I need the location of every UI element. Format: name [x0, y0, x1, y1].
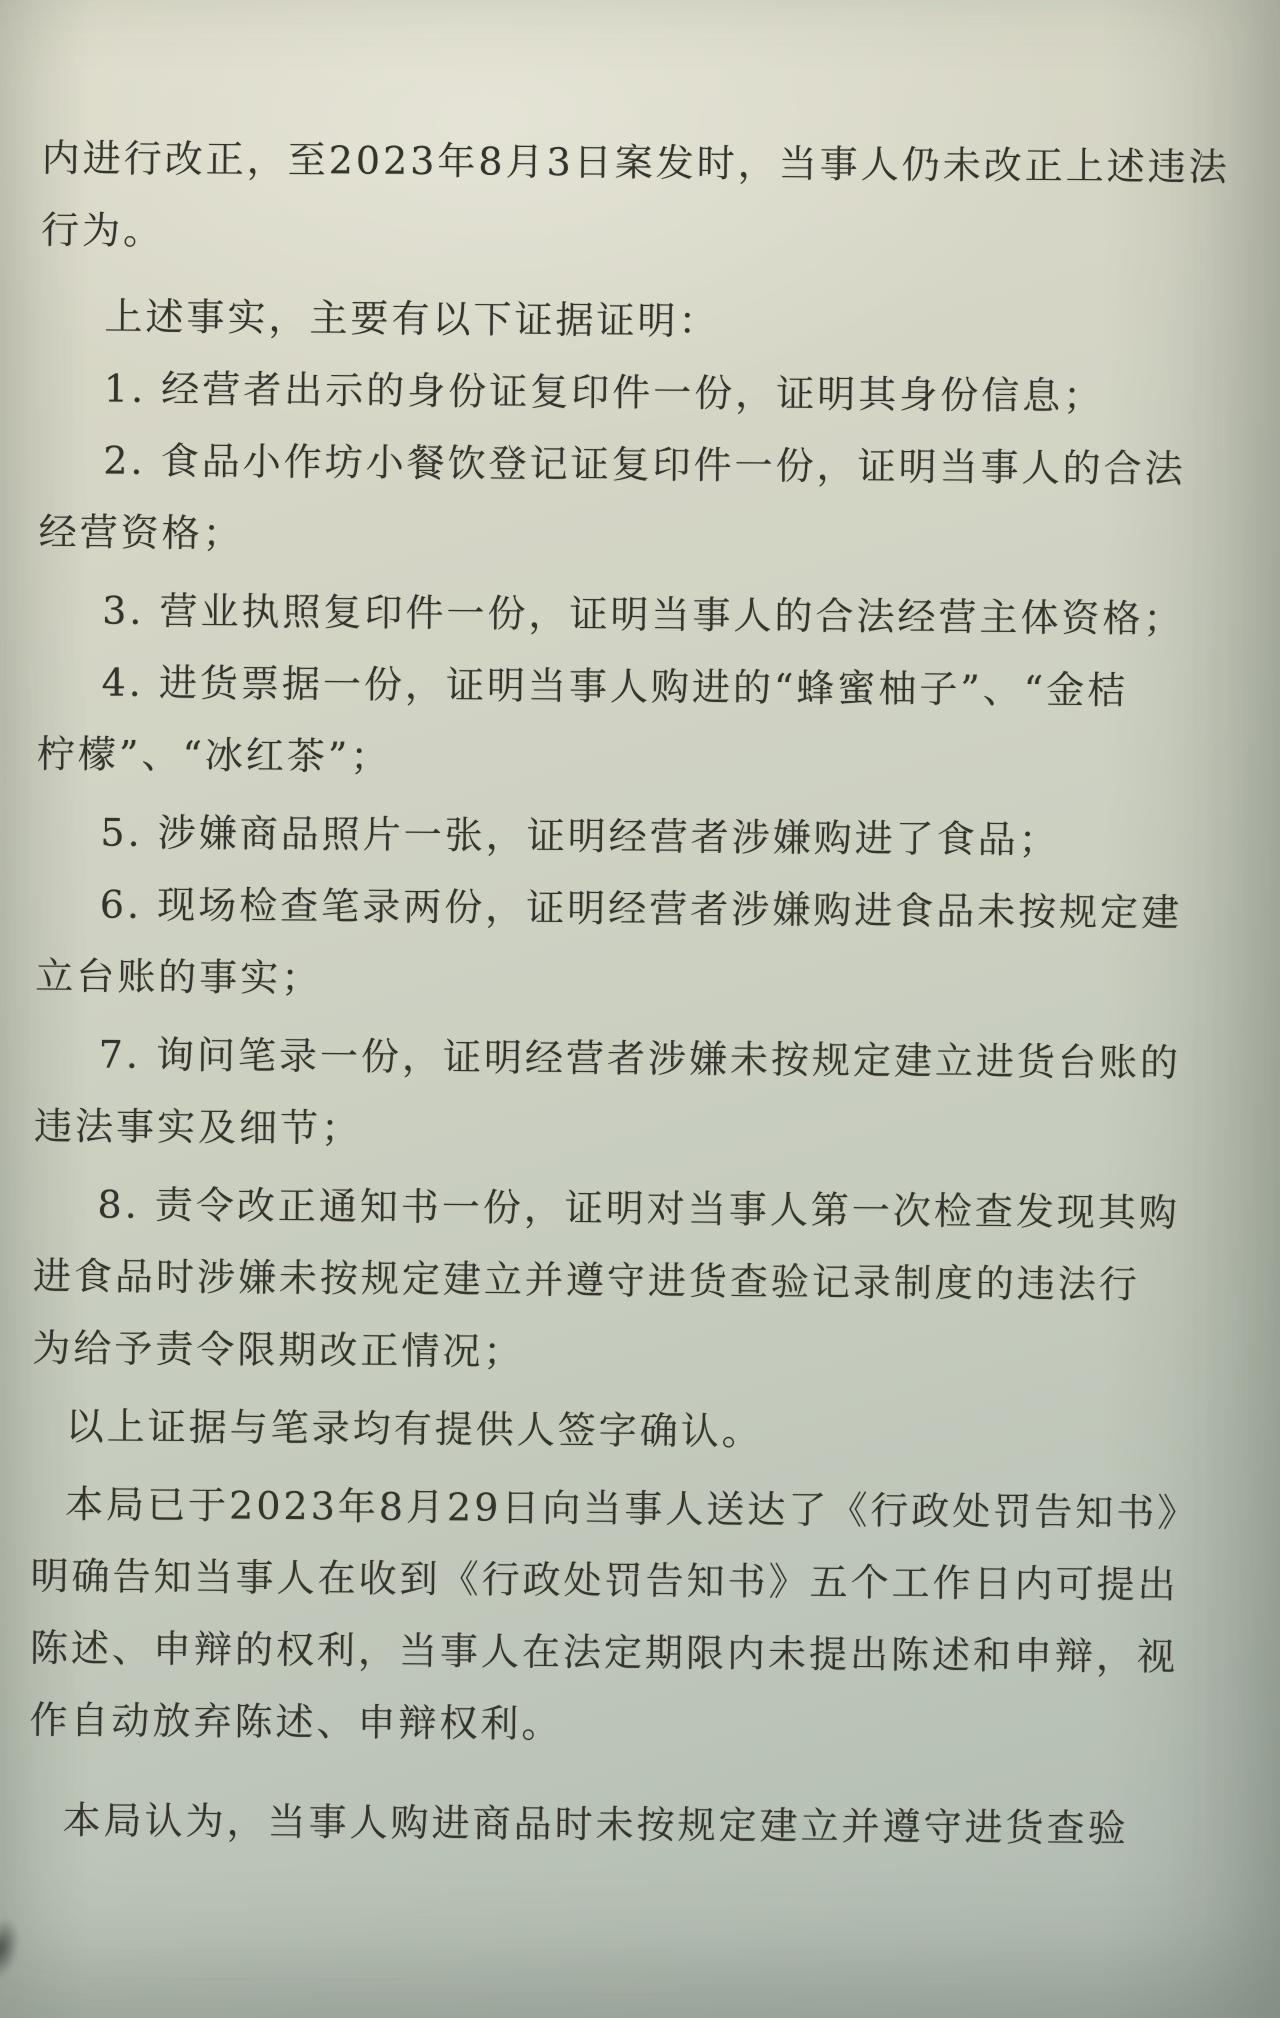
document-line: 本局认为，当事人购进商品时未按规定建立并遵守进货查验 — [62, 1798, 1129, 1851]
document-line: 陈述、申辩的权利，当事人在法定期限内未提出陈述和申辩，视 — [29, 1625, 1179, 1679]
document-line: 1. 经营者出示的身份证复印件一份，证明其身份信息； — [103, 366, 1105, 419]
document-line: 8. 责令改正通知书一份，证明对当事人第一次检查发现其购 — [97, 1182, 1180, 1235]
document-line: 以上证据与笔录均有提供人签字确认。 — [65, 1404, 763, 1454]
document-line: 上述事实，主要有以下证据证明： — [104, 294, 720, 344]
document-line: 违法事实及细节； — [33, 1103, 363, 1151]
document-line: 为给予责令限期改正情况； — [32, 1325, 525, 1374]
document-text-block — [28, 122, 1240, 1865]
document-line: 7. 询问笔录一份，证明经营者涉嫌未按规定建立进货台账的 — [98, 1032, 1182, 1085]
document-line: 本局已于2023年8月29日向当事人送达了《行政处罚告知书》 — [64, 1482, 1199, 1536]
document-line: 2. 食品小作坊小餐饮登记证复印件一份，证明当事人的合法 — [103, 438, 1186, 491]
document-line: 5. 涉嫌商品照片一张，证明经营者涉嫌购进了食品； — [100, 810, 1060, 863]
document-line: 4. 进货票据一份，证明当事人购进的“蜂蜜柚子”、“金桔 — [101, 660, 1129, 713]
document-line: 3. 营业执照复印件一份，证明当事人的合法经营主体资格； — [101, 588, 1185, 641]
ink-smudge — [0, 1916, 25, 1984]
document-line: 明确告知当事人在收到《行政处罚告知书》五个工作日内可提出 — [30, 1553, 1179, 1607]
document-line: 内进行改正，至2023年8月3日案发时，当事人仍未改正上述违法 — [41, 135, 1230, 190]
document-line: 进食品时涉嫌未按规定建立并遵守进货查验记录制度的违法行 — [32, 1253, 1141, 1307]
document-line: 6. 现场检查笔录两份，证明经营者涉嫌购进食品未按规定建 — [99, 882, 1183, 935]
document-line: 立台账的事实； — [35, 953, 323, 1001]
document-line: 经营资格； — [38, 509, 244, 556]
document-line: 柠檬”、“冰红茶”； — [36, 731, 392, 779]
document-line: 作自动放弃陈述、申辩权利。 — [29, 1697, 563, 1747]
document-line: 行为。 — [40, 207, 165, 253]
